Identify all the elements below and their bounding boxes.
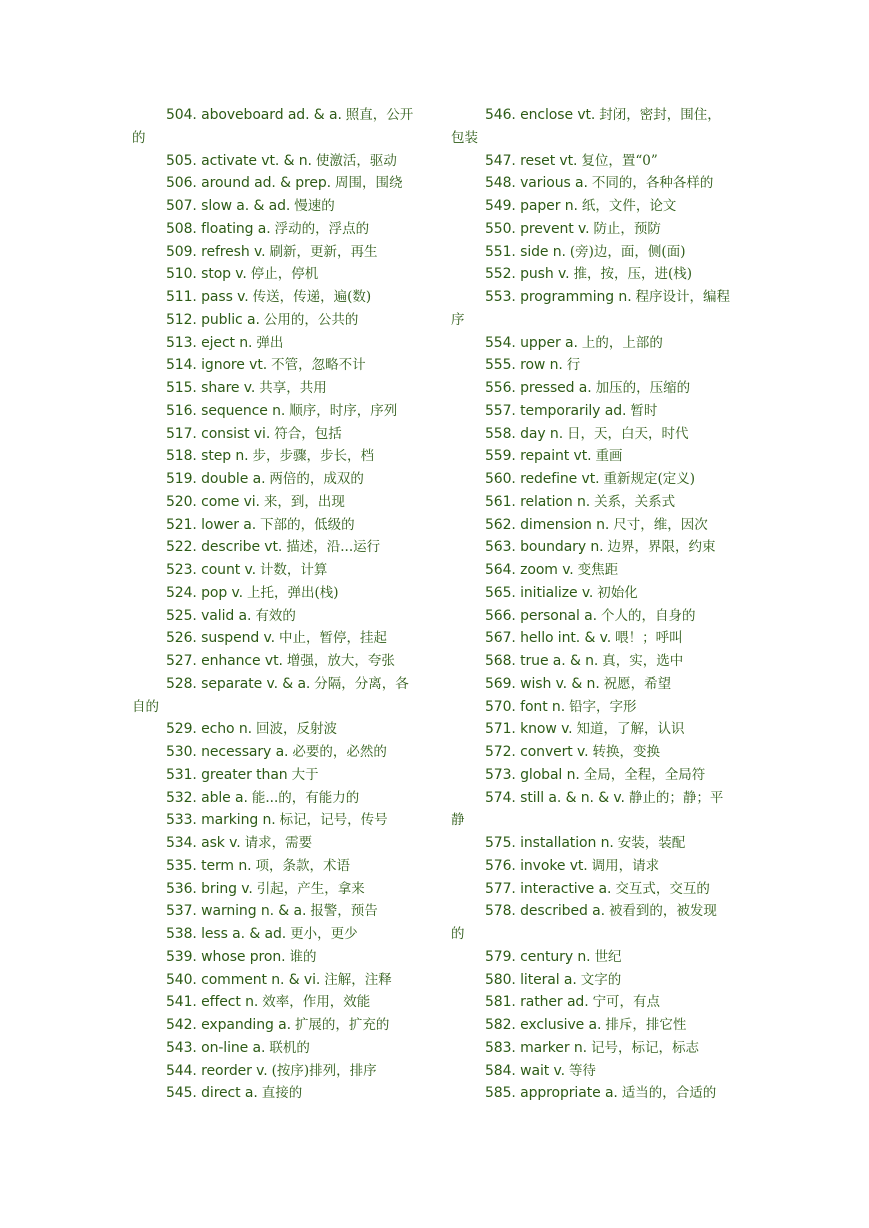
vocab-entry <box>132 946 432 969</box>
entry-definition: 安装，装配 <box>617 835 686 851</box>
vocab-entry <box>451 172 751 195</box>
entry-definition: 大于 <box>291 766 319 783</box>
vocab-entry <box>132 1060 432 1083</box>
vocab-entry <box>132 582 432 605</box>
vocab-entry <box>132 309 432 332</box>
entry-term: 581. rather ad. <box>485 994 589 1011</box>
vocab-entry <box>451 764 751 787</box>
entry-term: 577. interactive a. <box>485 880 612 897</box>
entry-term: 548. various a. <box>485 175 588 192</box>
entry-definition: 真，实，选中 <box>602 653 684 669</box>
continuation-text: 静 <box>451 812 465 829</box>
vocab-entry <box>451 536 751 559</box>
entry-term: 544. reorder v. <box>166 1062 268 1079</box>
vocab-entry <box>451 491 751 514</box>
entry-definition: 日，天，白天，时代 <box>567 425 689 442</box>
entry-definition: 刷新，更新，再生 <box>269 243 378 260</box>
entry-definition: 分隔，分离，各 <box>314 675 409 692</box>
entry-definition: 记号，标记，标志 <box>590 1039 699 1056</box>
entry-term: 550. prevent v. <box>485 220 590 237</box>
entry-term: 507. slow a. & ad. <box>166 198 291 214</box>
vocab-entry <box>451 241 751 264</box>
vocab-entry <box>132 1037 432 1060</box>
entry-definition: 顺序，时序，序列 <box>289 402 398 419</box>
entry-term: 508. floating a. <box>166 220 271 237</box>
entry-term: 519. double a. <box>166 471 266 487</box>
entry-term: 532. able a. <box>166 789 248 806</box>
vocab-entry <box>132 332 432 355</box>
entry-definition: 重新规定(定义) <box>603 471 696 487</box>
vocab-entry <box>451 514 751 537</box>
vocab-entry <box>451 445 751 468</box>
entry-definition: 转换，变换 <box>592 744 661 760</box>
vocab-entry <box>132 741 432 764</box>
definition-continuation <box>451 923 751 946</box>
vocab-entry <box>132 491 432 514</box>
vocab-entry <box>132 536 432 559</box>
entry-term: 555. row n. <box>485 357 563 374</box>
vocab-entry <box>451 1014 751 1037</box>
vocab-entry <box>451 900 751 923</box>
entry-term: 525. valid a. <box>166 607 252 624</box>
entry-term: 535. term n. <box>166 857 252 874</box>
entry-definition: 知道，了解，认识 <box>576 721 685 738</box>
vocab-entry <box>132 172 432 195</box>
entry-term: 546. enclose vt. <box>485 107 596 123</box>
entry-definition: 增强，放大，夸张 <box>286 653 395 669</box>
entry-definition: 重画 <box>595 448 623 465</box>
entry-term: 567. hello int. & v. <box>485 630 612 647</box>
vocab-entry <box>132 423 432 446</box>
entry-term: 531. greater than <box>166 766 288 783</box>
entry-definition: 描述，沿...运行 <box>286 539 381 556</box>
vocab-entry <box>132 900 432 923</box>
vocab-entry <box>451 696 751 719</box>
entry-definition: 报警，预告 <box>310 903 378 920</box>
entry-term: 580. literal a. <box>485 971 577 988</box>
vocab-entry <box>132 195 432 218</box>
vocab-entry <box>451 741 751 764</box>
entry-term: 561. relation n. <box>485 493 591 510</box>
entry-term: 566. personal a. <box>485 607 597 624</box>
vocab-entry <box>451 104 751 127</box>
entry-definition: 更小，更少 <box>290 926 358 942</box>
entry-term: 539. whose pron. <box>166 948 286 965</box>
entry-definition: 联机的 <box>269 1039 310 1056</box>
definition-continuation <box>451 809 751 832</box>
entry-definition: 变焦距 <box>577 562 619 578</box>
entry-term: 575. installation n. <box>485 835 614 851</box>
vocab-entry <box>132 218 432 241</box>
entry-term: 529. echo n. <box>166 721 252 738</box>
vocab-entry <box>451 969 751 992</box>
entry-term: 511. pass v. <box>166 289 249 305</box>
vocab-entry <box>132 1082 432 1105</box>
vocab-entry <box>132 605 432 628</box>
vocab-entry <box>451 218 751 241</box>
entry-definition: 使激活，驱动 <box>315 152 397 169</box>
entry-definition: 边界，界限，约束 <box>607 539 716 556</box>
entry-definition: 喂！；呼叫 <box>615 630 683 647</box>
entry-term: 537. warning n. & a. <box>166 903 307 920</box>
entry-term: 562. dimension n. <box>485 516 610 533</box>
vocab-entry <box>451 377 751 400</box>
entry-term: 509. refresh v. <box>166 243 266 260</box>
entry-definition: 停止，停机 <box>250 266 319 283</box>
definition-continuation <box>451 127 751 150</box>
vocab-entry <box>451 673 751 696</box>
vocab-entry <box>451 150 751 173</box>
entry-definition: 祝愿，希望 <box>603 675 672 692</box>
entry-definition: 个人的，自身的 <box>600 607 696 624</box>
entry-term: 584. wait v. <box>485 1062 565 1079</box>
entry-term: 514. ignore vt. <box>166 357 268 374</box>
entry-term: 517. consist vi. <box>166 425 271 442</box>
definition-continuation <box>132 696 432 719</box>
entry-definition: 公用的，公共的 <box>263 311 359 328</box>
entry-definition: 调用，请求 <box>591 857 660 874</box>
entry-term: 578. described a. <box>485 903 605 920</box>
entry-term: 549. paper n. <box>485 198 578 214</box>
continuation-text: 的 <box>132 129 146 146</box>
entry-definition: 防止，预防 <box>593 220 661 237</box>
entry-definition: 步，步骤，步长，档 <box>252 448 374 465</box>
vocab-entry <box>132 627 432 650</box>
entry-term: 554. upper a. <box>485 334 578 351</box>
entry-definition: 纸，文件，论文 <box>581 198 677 214</box>
entry-definition: 有效的 <box>255 607 296 624</box>
entry-term: 568. true a. & n. <box>485 653 599 669</box>
entry-term: 504. aboveboard ad. & a. <box>166 107 342 123</box>
entry-definition: 上的，上部的 <box>581 334 663 351</box>
entry-term: 570. font n. <box>485 698 566 715</box>
entry-definition: 程序设计，编程 <box>635 289 731 305</box>
entry-definition: 共享，共用 <box>259 380 327 396</box>
entry-definition: 尺寸，维，因次 <box>613 516 708 533</box>
vocab-entry <box>132 673 432 696</box>
vocab-entry <box>132 559 432 582</box>
entry-definition: 效率，作用，效能 <box>262 994 371 1011</box>
entry-term: 512. public a. <box>166 311 260 328</box>
entry-definition: 符合，包括 <box>274 425 342 442</box>
vocab-entry <box>451 400 751 423</box>
entry-definition: 注解，注释 <box>324 971 392 988</box>
vocab-entry <box>451 1082 751 1105</box>
entry-term: 534. ask v. <box>166 835 241 851</box>
entry-term: 563. boundary n. <box>485 539 604 556</box>
entry-term: 521. lower a. <box>166 516 257 533</box>
entry-term: 536. bring v. <box>166 880 253 897</box>
entry-definition: 上托，弹出(栈) <box>246 584 339 601</box>
entry-term: 579. century n. <box>485 948 591 965</box>
entry-definition: 推，按，压，进(栈) <box>573 266 692 283</box>
vocab-entry <box>132 468 432 491</box>
vocab-entry <box>132 150 432 173</box>
vocab-entry <box>132 514 432 537</box>
entry-term: 576. invoke vt. <box>485 857 588 874</box>
vocab-entry <box>132 969 432 992</box>
entry-term: 541. effect n. <box>166 994 259 1011</box>
vocab-entry <box>451 787 751 810</box>
vocab-entry <box>451 878 751 901</box>
entry-definition: 暂时 <box>630 402 658 419</box>
vocab-entry <box>451 650 751 673</box>
entry-definition: 宁可，有点 <box>592 994 661 1011</box>
continuation-text: 的 <box>451 926 465 942</box>
entry-definition: 静止的；静；平 <box>628 789 724 806</box>
entry-term: 540. comment n. & vi. <box>166 971 321 988</box>
entry-term: 523. count v. <box>166 562 256 578</box>
entry-definition: 标记，记号，传号 <box>279 812 388 829</box>
vocab-entry <box>132 377 432 400</box>
entry-term: 545. direct a. <box>166 1085 258 1102</box>
entry-definition: 计数，计算 <box>259 562 328 578</box>
entry-term: 569. wish v. & n. <box>485 675 600 692</box>
vocab-entry <box>451 423 751 446</box>
vocab-entry <box>132 650 432 673</box>
entry-term: 585. appropriate a. <box>485 1085 618 1102</box>
entry-definition: 复位，置“0” <box>581 152 658 169</box>
vocab-entry <box>132 764 432 787</box>
vocab-entry <box>132 400 432 423</box>
vocab-entry <box>451 832 751 855</box>
entry-definition: 世纪 <box>594 948 622 965</box>
entry-definition: 封闭，密封，围住， <box>599 107 721 123</box>
vocab-entry <box>451 718 751 741</box>
entry-definition: 全局，全程，全局符 <box>583 766 706 783</box>
definition-continuation <box>132 127 432 150</box>
entry-definition: 直接的 <box>261 1085 303 1102</box>
entry-definition: 弹出 <box>256 334 284 351</box>
entry-term: 520. come vi. <box>166 493 260 510</box>
vocab-entry <box>132 855 432 878</box>
vocab-entry <box>451 332 751 355</box>
entry-term: 572. convert v. <box>485 744 589 760</box>
entry-term: 553. programming n. <box>485 289 632 305</box>
vocab-entry <box>451 855 751 878</box>
continuation-text: 包装 <box>451 129 478 146</box>
entry-term: 522. describe vt. <box>166 539 283 556</box>
entry-definition: 中止，暂停，挂起 <box>278 630 387 647</box>
entry-term: 542. expanding a. <box>166 1017 291 1033</box>
entry-term: 547. reset vt. <box>485 152 578 169</box>
entry-term: 513. eject n. <box>166 334 253 351</box>
vocab-entry <box>451 1037 751 1060</box>
vocab-entry <box>451 582 751 605</box>
right-column <box>451 104 751 1105</box>
entry-definition: 项，条款，术语 <box>255 857 350 874</box>
entry-term: 556. pressed a. <box>485 380 592 396</box>
vocab-entry <box>451 263 751 286</box>
entry-definition: 照直，公开 <box>345 107 414 123</box>
entry-term: 533. marking n. <box>166 812 276 829</box>
vocab-entry <box>132 787 432 810</box>
entry-term: 565. initialize v. <box>485 584 594 601</box>
entry-term: 558. day n. <box>485 425 564 442</box>
entry-definition: 排斥，排它性 <box>605 1017 687 1033</box>
entry-term: 527. enhance vt. <box>166 653 283 669</box>
vocab-entry <box>451 195 751 218</box>
entry-definition: 请求，需要 <box>244 835 313 851</box>
vocab-entry <box>132 445 432 468</box>
vocab-entry <box>132 286 432 309</box>
vocab-entry <box>132 878 432 901</box>
entry-term: 506. around ad. & prep. <box>166 175 332 192</box>
continuation-text: 序 <box>451 311 465 328</box>
vocab-entry <box>451 468 751 491</box>
vocab-entry <box>132 104 432 127</box>
vocab-entry <box>132 832 432 855</box>
entry-term: 528. separate v. & a. <box>166 675 311 692</box>
entry-term: 583. marker n. <box>485 1039 587 1056</box>
entry-definition: 下部的，低级的 <box>260 516 355 533</box>
vocab-entry <box>451 1060 751 1083</box>
entry-definition: 适当的，合适的 <box>621 1085 717 1102</box>
entry-term: 557. temporarily ad. <box>485 402 627 419</box>
entry-definition: 等待 <box>568 1062 596 1079</box>
vocab-entry <box>451 627 751 650</box>
vocab-entry <box>132 263 432 286</box>
definition-continuation <box>451 309 751 332</box>
entry-definition: 扩展的，扩充的 <box>294 1017 390 1033</box>
entry-definition: 能...的，有能力的 <box>251 789 360 806</box>
vocab-entry <box>132 1014 432 1037</box>
entry-term: 564. zoom v. <box>485 562 574 578</box>
entry-definition: 初始化 <box>597 584 638 601</box>
vocab-entry <box>132 991 432 1014</box>
entry-definition: 周围，围绕 <box>335 175 403 192</box>
entry-definition: 不管，忽略不计 <box>271 357 366 374</box>
entry-definition: 行 <box>566 357 581 374</box>
entry-definition: (按序)排列，排序 <box>271 1062 377 1079</box>
vocab-entry <box>132 718 432 741</box>
vocab-entry <box>451 946 751 969</box>
entry-definition: 铅字，字形 <box>569 698 637 715</box>
vocab-entry <box>132 354 432 377</box>
entry-term: 573. global n. <box>485 766 580 783</box>
entry-term: 526. suspend v. <box>166 630 275 647</box>
entry-definition: 不同的，各种各样的 <box>591 175 714 192</box>
vocab-entry <box>451 286 751 309</box>
vocab-entry <box>451 559 751 582</box>
vocab-entry <box>451 354 751 377</box>
vocab-entry <box>132 923 432 946</box>
entry-definition: 传送，传递，遍(数) <box>252 289 372 305</box>
entry-definition: 谁的 <box>289 948 317 965</box>
entry-definition: 浮动的，浮点的 <box>274 220 370 237</box>
entry-definition: (旁)边，面，侧(面) <box>569 243 686 260</box>
entry-term: 515. share v. <box>166 380 256 396</box>
entry-term: 543. on-line a. <box>166 1039 266 1056</box>
left-column <box>132 104 432 1105</box>
entry-term: 510. stop v. <box>166 266 247 283</box>
entry-term: 559. repaint vt. <box>485 448 592 465</box>
entry-definition: 引起，产生，拿来 <box>256 880 365 897</box>
entry-definition: 来，到，出现 <box>263 493 345 510</box>
entry-term: 582. exclusive a. <box>485 1017 602 1033</box>
vocab-entry <box>451 991 751 1014</box>
entry-term: 516. sequence n. <box>166 402 286 419</box>
entry-term: 518. step n. <box>166 448 249 465</box>
entry-term: 505. activate vt. & n. <box>166 152 312 169</box>
entry-term: 574. still a. & n. & v. <box>485 789 625 806</box>
entry-term: 560. redefine vt. <box>485 471 600 487</box>
entry-definition: 文字的 <box>580 971 622 988</box>
entry-definition: 两倍的，成双的 <box>269 471 364 487</box>
entry-definition: 加压的，压缩的 <box>595 380 691 396</box>
entry-definition: 交互式，交互的 <box>615 880 710 897</box>
entry-definition: 回波，反射波 <box>255 721 337 738</box>
vocab-entry <box>132 809 432 832</box>
entry-definition: 慢速的 <box>294 198 335 214</box>
entry-term: 571. know v. <box>485 721 573 738</box>
entry-term: 552. push v. <box>485 266 570 283</box>
entry-term: 551. side n. <box>485 243 566 260</box>
entry-definition: 必要的，必然的 <box>292 744 387 760</box>
vocab-entry <box>451 605 751 628</box>
entry-definition: 关系，关系式 <box>594 493 676 510</box>
entry-term: 524. pop v. <box>166 584 243 601</box>
continuation-text: 自的 <box>132 698 159 715</box>
entry-definition: 被看到的，被发现 <box>608 903 717 920</box>
vocab-entry <box>132 241 432 264</box>
entry-term: 530. necessary a. <box>166 744 289 760</box>
entry-term: 538. less a. & ad. <box>166 926 287 942</box>
